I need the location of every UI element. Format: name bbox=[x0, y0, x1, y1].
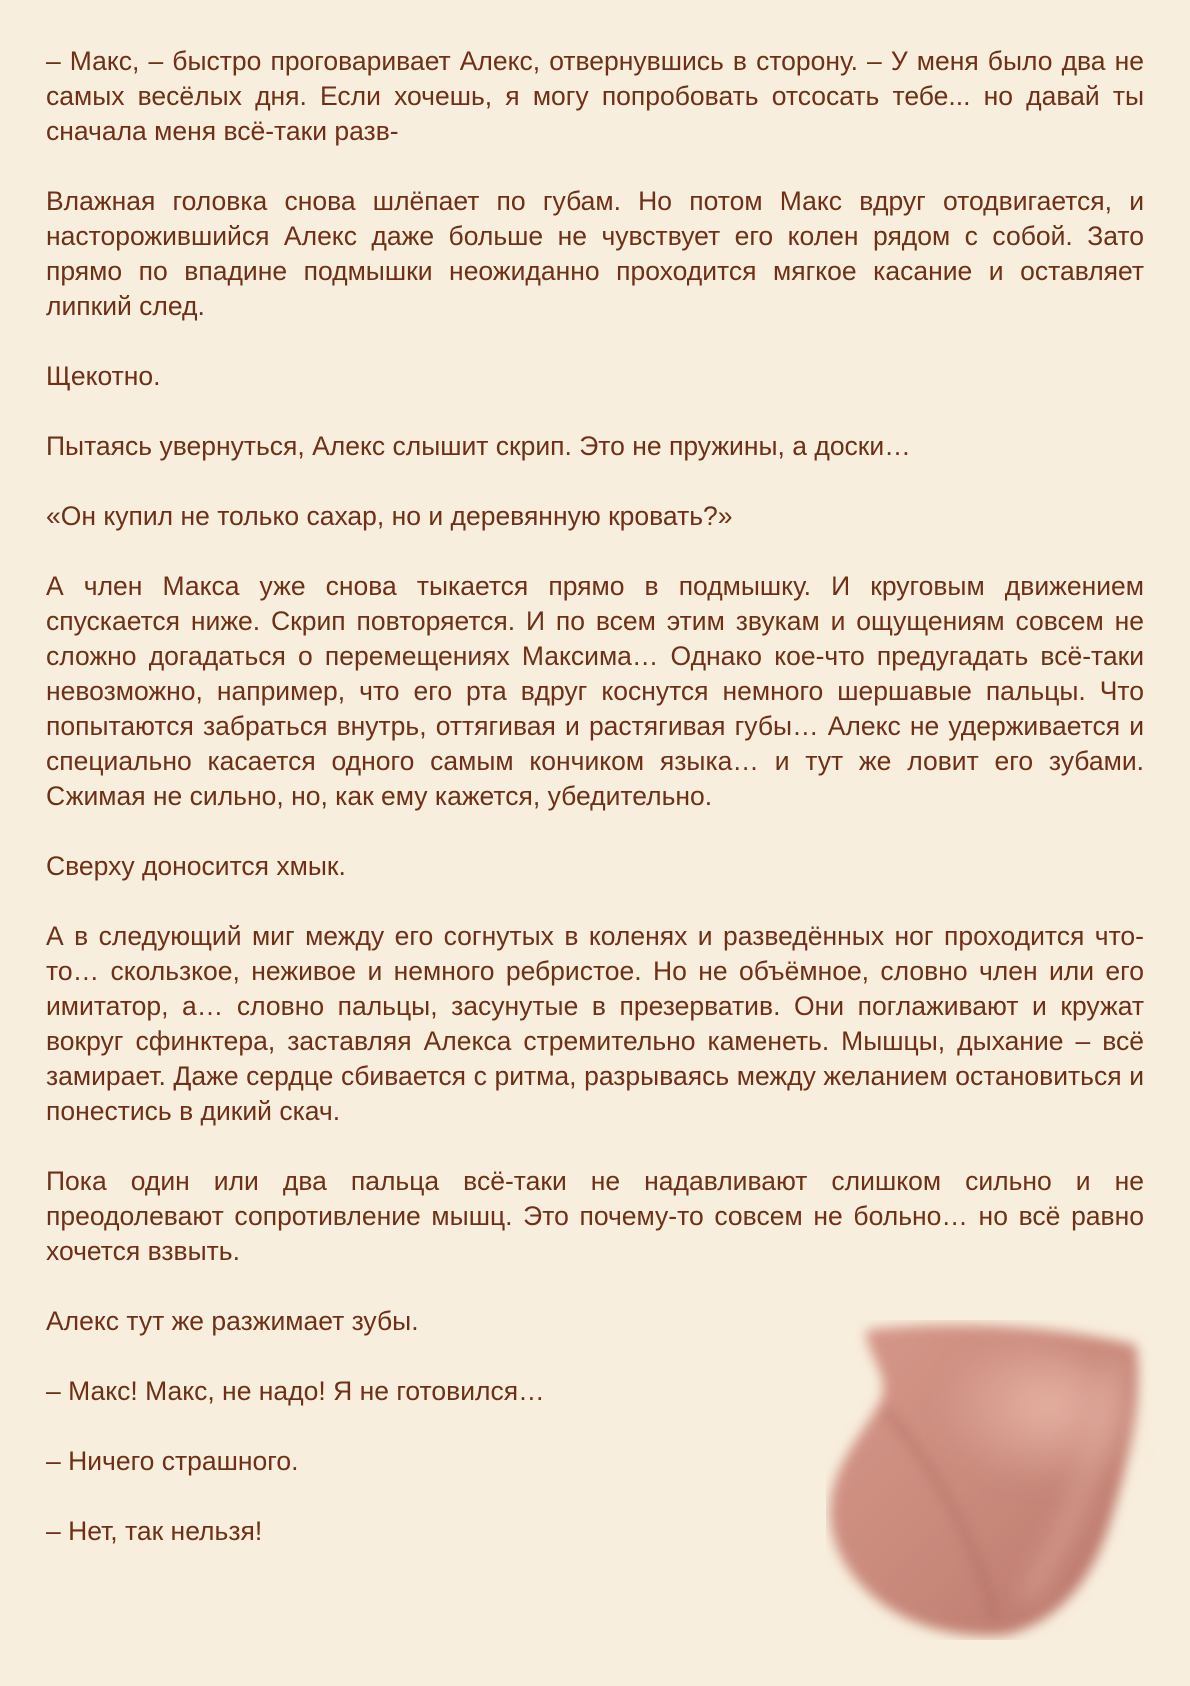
paragraph-6: А член Макса уже снова тыкается прямо в подмышку. И круговым движением спускается ниже. Скрип повторяется. И по всем этим звукам и ощущениям совсем не сложно догадаться о перемещениях Максима… Однако кое-что предугадать всё-таки невозможно, например, что его рта вдруг коснутся немного шершавые пальцы. Что попытаются забраться внутрь, оттягивая и растягивая губы… Алекс не удерживается и специально касается одного самым кончиком языка… и тут же ловит его зубами. Сжимая не сильно, но, как ему кажется, убедительно. bbox=[46, 571, 1144, 811]
paragraph-7: Сверху доносится хмык. bbox=[46, 851, 346, 881]
decorative-illustration bbox=[826, 1320, 1156, 1640]
paragraph-13: – Нет, так нельзя! bbox=[46, 1516, 263, 1546]
paragraph-9: Пока один или два пальца всё-таки не надавливают слишком сильно и не преодолевают сопротивление мышц. Это почему-то совсем не больно… но всё равно хочется взвыть. bbox=[46, 1166, 1144, 1266]
paragraph-4: Пытаясь увернуться, Алекс слышит скрип. Это не пружины, а доски… bbox=[46, 431, 911, 461]
paragraph-5: «Он купил не только сахар, но и деревянную кровать?» bbox=[46, 501, 733, 531]
paragraph-3: Щекотно. bbox=[46, 361, 161, 391]
paragraph-10: Алекс тут же разжимает зубы. bbox=[46, 1306, 419, 1336]
paragraph-8: А в следующий миг между его согнутых в коленях и разведённых ног проходится что-то… скользкое, неживое и немного ребристое. Но не объёмное, словно член или его имитатор, а… словно пальцы, засунутые в презерватив. Они поглаживают и кружат вокруг сфинктера, заставляя Алекса стремительно каменеть. Мышцы, дыхание – всё замирает. Даже сердце сбивается с ритма, разрываясь между желанием остановиться и понестись в дикий скач. bbox=[46, 921, 1144, 1126]
paragraph-1: – Макс, – быстро проговаривает Алекс, отвернувшись в сторону. – У меня было два не самых весёлых дня. Если хочешь, я могу попробовать отсосать тебе... но давай ты сначала меня всё-таки разв- bbox=[46, 46, 1144, 146]
paragraph-2: Влажная головка снова шлёпает по губам. Но потом Макс вдруг отодвигается, и насторожившийся Алекс даже больше не чувствует его колен рядом с собой. Зато прямо по впадине подмышки неожиданно проходится мягкое касание и оставляет липкий след. bbox=[46, 186, 1144, 321]
paragraph-11: – Макс! Макс, не надо! Я не готовился… bbox=[46, 1376, 545, 1406]
paragraph-12: – Ничего страшного. bbox=[46, 1446, 299, 1476]
